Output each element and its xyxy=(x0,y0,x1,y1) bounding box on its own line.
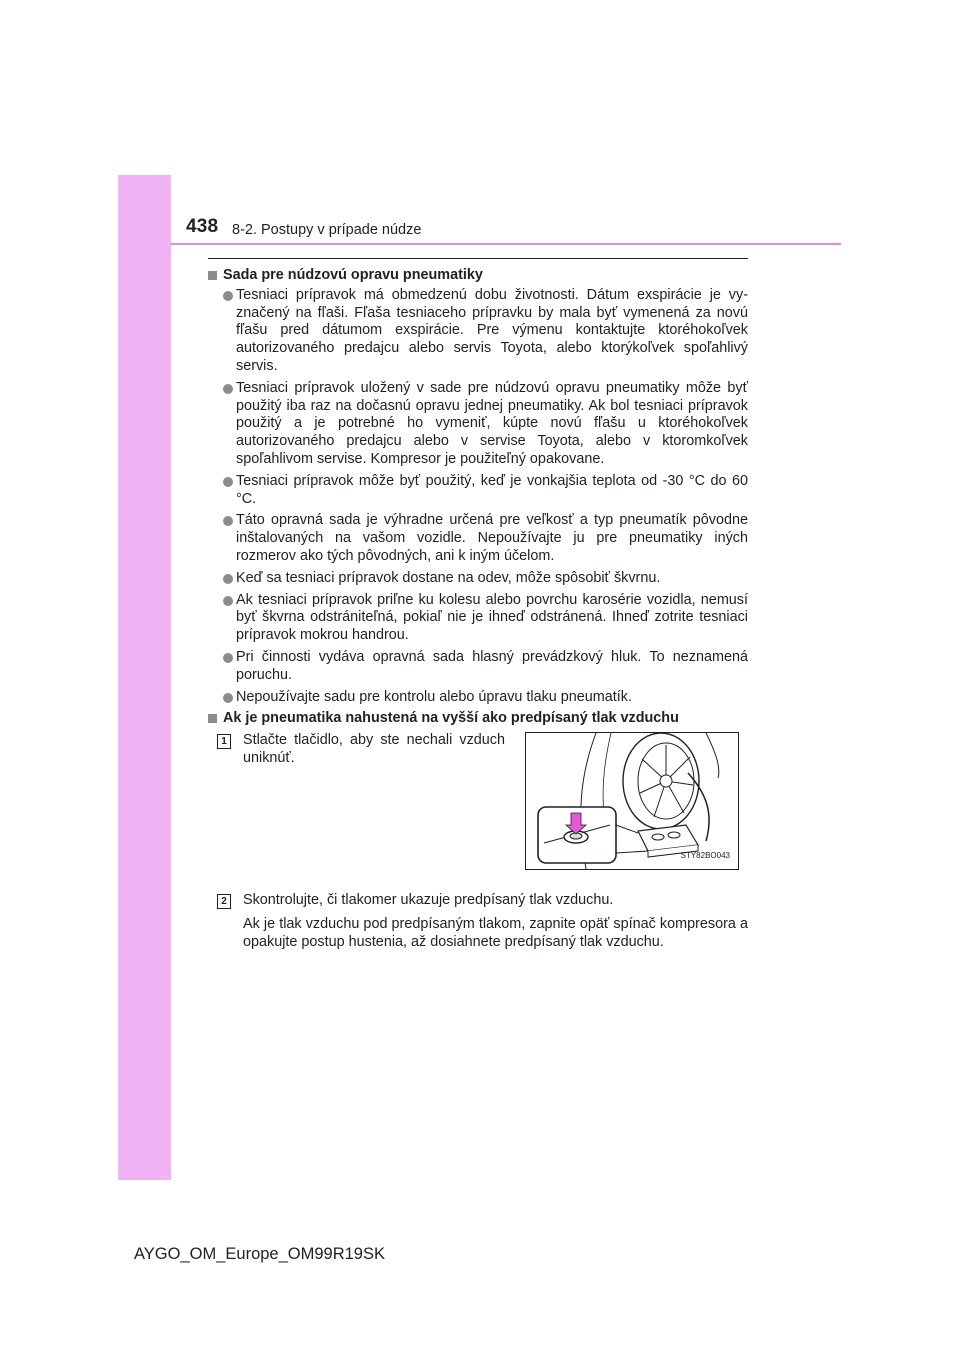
step-1 xyxy=(208,732,748,892)
block2-heading: Ak je pneumatika nahustená na vyšší ako predpísaný tlak vzduchu xyxy=(208,710,748,728)
list-item: Tesniaci prípravok uložený v sade pre núdzovú opravu pneumatiky môže byť použitý iba raz na dočasnú opravu jednej pneumatiky. Ak bol tesniaci prípravok použitý a je potrebné ho vymeniť, kúpte novú fľašu u ktoréhokoľvek autorizovaného predajcu alebo v servise Toyota, alebo v ktoromkoľvek spoľahlivom servise. Kompresor je použiteľný opakovane. xyxy=(208,380,748,469)
round-bullet-icon xyxy=(223,516,233,526)
step-2 xyxy=(208,892,748,952)
round-bullet-icon xyxy=(223,596,233,606)
round-bullet-icon xyxy=(223,384,233,394)
illustration-code: STY82BO043 xyxy=(680,851,730,861)
round-bullet-icon xyxy=(223,653,233,663)
step-number-badge: 1 xyxy=(217,734,231,749)
list-item: Ak tesniaci prípravok priľne ku kolesu alebo povrchu karosérie vozidla, nemusí byť škvrna odstrániteľná, pokiaľ nie je ihneď odstránená. Ihneď zotrite tesniaci prípravok mokrou handrou. xyxy=(208,592,748,645)
page-number: 438 xyxy=(186,216,219,237)
round-bullet-icon xyxy=(223,574,233,584)
square-bullet-icon xyxy=(208,714,217,723)
round-bullet-icon xyxy=(223,477,233,487)
list-item: Keď sa tesniaci prípravok dostane na odev, môže spôsobiť škvrnu. xyxy=(208,570,748,588)
round-bullet-icon xyxy=(223,693,233,703)
step-2-note: Ak je tlak vzduchu pod predpísaným tlakom, zapnite opäť spínač kompresora a opakujte postup hustenia, až dosiahnete predpísaný tlak vzduchu. xyxy=(243,915,748,950)
section-title: 8-2. Postupy v prípade núdze xyxy=(232,222,422,238)
list-item: Tesniaci prípravok môže byť použitý, keď je vonkajšia teplota od -30 °C do 60 °C. xyxy=(208,473,748,509)
header-rule xyxy=(171,243,841,245)
step-2-text: Skontrolujte, či tlakomer ukazuje predpísaný tlak vzduchu. Ak je tlak vzduchu pod predpísaným tlakom, zapnite opäť spínač kompresora a opakujte postup hustenia, až dosiahnete predpísaný tlak vzduchu. xyxy=(243,892,748,950)
compressor-illustration xyxy=(525,732,739,870)
content-top-rule xyxy=(208,258,748,259)
document-code-footer: AYGO_OM_Europe_OM99R19SK xyxy=(134,1245,385,1263)
step-1-text: Stlačte tlačidlo, aby ste nechali vzduch uniknúť. xyxy=(243,732,505,766)
square-bullet-icon xyxy=(208,271,217,280)
list-item: Táto opravná sada je výhradne určená pre veľkosť a typ pneumatík pôvodne inštalovaných na vašom vozidle. Nepoužívajte ju pre pneumatiky iných rozmerov ako tých pôvodných, ani k iným účelom. xyxy=(208,512,748,565)
page-content xyxy=(208,267,748,952)
round-bullet-icon xyxy=(223,291,233,301)
list-item: Tesniaci prípravok má obmedzenú dobu životnosti. Dátum exspirácie je vyznačený na fľaši. Fľaša tesniaceho prípravku by mala byť vymenená za novú fľašu pred dátumom exspirácie. Pre výmenu kontaktujte ktoréhokoľvek autorizovaného predajcu alebo servis Toyota, alebo ktorýkoľvek spoľahlivý servis. xyxy=(208,287,748,376)
list-item: Pri činnosti vydáva opravná sada hlasný prevádzkový hluk. To neznamená poruchu. xyxy=(208,649,748,685)
block1-heading: Sada pre núdzovú opravu pneumatiky xyxy=(208,267,748,285)
step-number-badge: 2 xyxy=(217,894,231,909)
chapter-tab-sidebar xyxy=(118,175,171,1180)
list-item: Nepoužívajte sadu pre kontrolu alebo úpravu tlaku pneumatík. xyxy=(208,689,748,707)
